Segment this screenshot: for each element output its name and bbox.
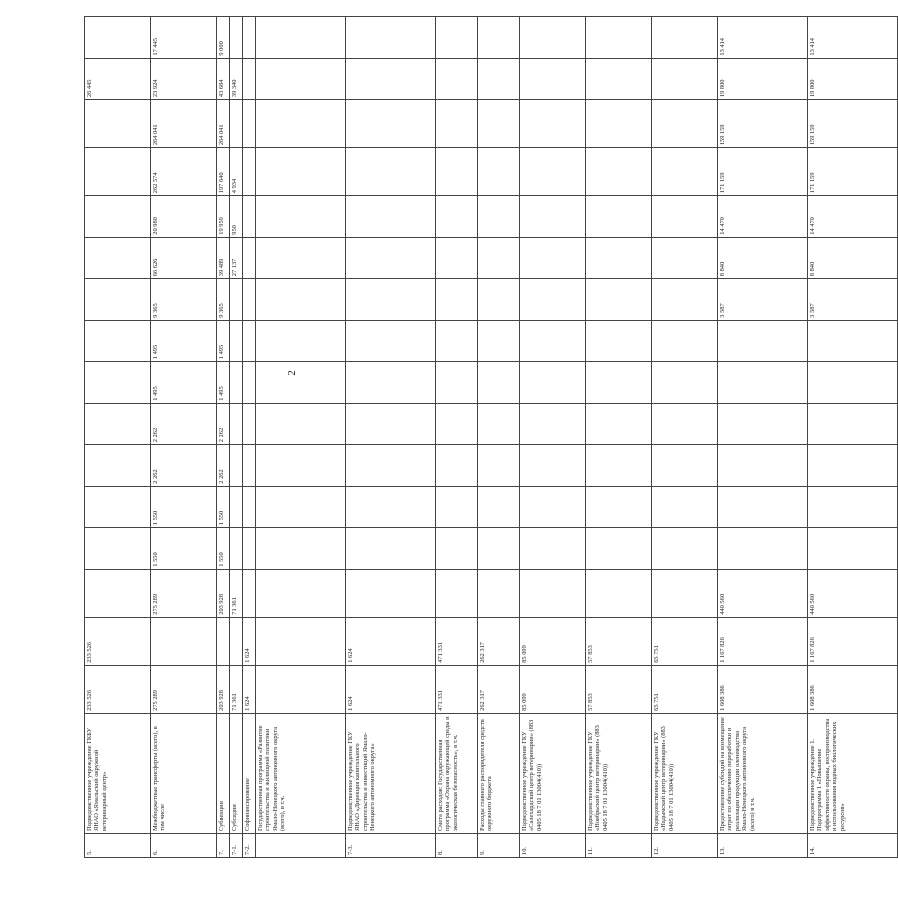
value-cell — [85, 100, 151, 148]
table-row — [243, 17, 256, 858]
row-name-cell: Расходы главного распорядителя средств окружного бюджета — [478, 713, 520, 833]
value-cell: 197 640 — [217, 148, 230, 196]
value-cell: 66 626 — [151, 237, 217, 279]
value-cell — [243, 403, 256, 445]
value-cell: 39 340 — [230, 58, 243, 100]
value-cell — [652, 58, 718, 100]
row-name-cell: Подведомственное учреждение ГКУ «Ноябрьский центр ветеринарии» (883 0405 18 7 01 13004(410)) — [586, 713, 652, 833]
value-cell — [256, 100, 346, 148]
row-name-cell: Софинансирование — [243, 713, 256, 833]
value-cell: 4 934 — [230, 148, 243, 196]
value-cell — [85, 528, 151, 570]
value-cell: 1 495 — [217, 320, 230, 362]
value-cell — [652, 237, 718, 279]
value-cell: 27 137 — [230, 237, 243, 279]
value-cell: 3 587 — [718, 279, 808, 321]
value-cell: 1 624 — [346, 617, 436, 665]
value-cell — [256, 403, 346, 445]
value-cell: 203 928 — [217, 665, 230, 713]
value-cell — [243, 148, 256, 196]
table-row — [230, 17, 243, 858]
value-cell — [652, 279, 718, 321]
value-cell: 262 574 — [151, 148, 217, 196]
value-cell: 1 495 — [151, 362, 217, 404]
value-cell — [478, 100, 520, 148]
value-cell: 1 167 826 — [718, 617, 808, 665]
value-cell — [256, 237, 346, 279]
value-cell — [652, 196, 718, 238]
value-cell — [586, 237, 652, 279]
value-cell: 1 167 826 — [808, 617, 898, 665]
value-cell — [718, 362, 808, 404]
value-cell: 20 980 — [151, 196, 217, 238]
row-name-cell: Межбюджетные трансферты (всего), в том числе — [151, 713, 217, 833]
rotated-table-container — [84, 16, 846, 858]
value-cell — [436, 320, 478, 362]
value-cell: 264 041 — [217, 100, 230, 148]
value-cell — [808, 445, 898, 487]
value-cell — [346, 58, 436, 100]
value-cell — [85, 279, 151, 321]
value-cell: 57 853 — [586, 665, 652, 713]
table-row — [808, 17, 898, 858]
value-cell — [256, 445, 346, 487]
value-cell — [652, 100, 718, 148]
value-cell: 262 317 — [478, 617, 520, 665]
value-cell — [520, 17, 586, 59]
value-cell — [346, 403, 436, 445]
value-cell: 19 959 — [217, 196, 230, 238]
row-name-cell: Субвенции — [217, 713, 230, 833]
value-cell — [230, 17, 243, 59]
value-cell — [520, 148, 586, 196]
value-cell: 171 159 — [808, 148, 898, 196]
value-cell: 264 041 — [151, 100, 217, 148]
value-cell: 950 — [230, 196, 243, 238]
value-cell: 440 560 — [718, 569, 808, 617]
value-cell: 262 317 — [478, 665, 520, 713]
value-cell — [478, 569, 520, 617]
value-cell — [652, 403, 718, 445]
value-cell — [256, 196, 346, 238]
value-cell — [151, 617, 217, 665]
value-cell — [520, 100, 586, 148]
value-cell — [436, 17, 478, 59]
value-cell — [586, 320, 652, 362]
value-cell — [478, 17, 520, 59]
value-cell: 275 289 — [151, 665, 217, 713]
value-cell — [346, 237, 436, 279]
row-number-cell: 9. — [478, 833, 520, 857]
value-cell — [652, 320, 718, 362]
value-cell — [478, 320, 520, 362]
row-name-cell: Подведомственное учреждение 1. Подпрограмма 1 «Повышение эффективности охраны, воспроизводства и использования водных биологических ресурсов» — [808, 713, 898, 833]
value-cell — [243, 58, 256, 100]
row-number-cell: 7-1. — [230, 833, 243, 857]
value-cell — [346, 148, 436, 196]
value-cell — [230, 320, 243, 362]
value-cell — [808, 362, 898, 404]
value-cell — [243, 445, 256, 487]
value-cell — [478, 58, 520, 100]
value-cell — [436, 362, 478, 404]
value-cell: 39 489 — [217, 237, 230, 279]
value-cell — [230, 528, 243, 570]
value-cell — [346, 528, 436, 570]
value-cell — [217, 617, 230, 665]
value-cell — [652, 362, 718, 404]
value-cell — [436, 58, 478, 100]
value-cell: 171 159 — [718, 148, 808, 196]
value-cell: 8 840 — [808, 237, 898, 279]
value-cell: 3 587 — [808, 279, 898, 321]
value-cell: 8 840 — [718, 237, 808, 279]
value-cell — [85, 445, 151, 487]
value-cell — [243, 17, 256, 59]
row-number-cell: 5. — [85, 833, 151, 857]
value-cell — [586, 528, 652, 570]
value-cell — [256, 569, 346, 617]
table-body — [85, 17, 898, 858]
table-row — [346, 17, 436, 858]
value-cell — [520, 528, 586, 570]
value-cell: 1 495 — [151, 320, 217, 362]
value-cell: 275 289 — [151, 569, 217, 617]
value-cell: 14 470 — [718, 196, 808, 238]
value-cell — [230, 486, 243, 528]
table-row — [151, 17, 217, 858]
value-cell: 19 800 — [808, 58, 898, 100]
value-cell — [243, 100, 256, 148]
value-cell — [718, 445, 808, 487]
value-cell: 13 414 — [718, 17, 808, 59]
value-cell: 203 928 — [217, 569, 230, 617]
value-cell — [256, 148, 346, 196]
value-cell — [520, 196, 586, 238]
row-name-cell: Субсидии — [230, 713, 243, 833]
value-cell — [256, 665, 346, 713]
row-number-cell — [256, 833, 346, 857]
value-cell — [586, 17, 652, 59]
row-name-cell: Подведомственное учреждение ГКБУ ЯНАО «Ямальский окружной ветеринарный центр» — [85, 713, 151, 833]
value-cell — [586, 362, 652, 404]
value-cell: 85 099 — [520, 617, 586, 665]
value-cell — [808, 403, 898, 445]
value-cell — [256, 320, 346, 362]
value-cell — [256, 486, 346, 528]
row-number-cell: 10. — [520, 833, 586, 857]
value-cell — [718, 528, 808, 570]
value-cell — [346, 362, 436, 404]
value-cell — [478, 528, 520, 570]
budget-table — [84, 16, 898, 858]
value-cell — [346, 320, 436, 362]
value-cell — [586, 279, 652, 321]
row-number-cell: 12. — [652, 833, 718, 857]
value-cell: 65 751 — [652, 665, 718, 713]
table-row — [586, 17, 652, 858]
row-number-cell: 11. — [586, 833, 652, 857]
row-number-cell: 7-3. — [346, 833, 436, 857]
table-row — [520, 17, 586, 858]
value-cell: 1 608 386 — [808, 665, 898, 713]
value-cell: 9 365 — [217, 279, 230, 321]
value-cell — [520, 569, 586, 617]
value-cell — [586, 445, 652, 487]
value-cell: 471 331 — [436, 665, 478, 713]
value-cell — [243, 569, 256, 617]
value-cell: 1 550 — [217, 528, 230, 570]
value-cell — [85, 148, 151, 196]
value-cell — [243, 237, 256, 279]
value-cell — [652, 148, 718, 196]
value-cell — [85, 17, 151, 59]
value-cell: 2 262 — [217, 403, 230, 445]
value-cell — [85, 237, 151, 279]
value-cell — [436, 569, 478, 617]
value-cell — [243, 528, 256, 570]
value-cell — [256, 617, 346, 665]
value-cell: 159 159 — [718, 100, 808, 148]
value-cell: 471 331 — [436, 617, 478, 665]
value-cell — [346, 196, 436, 238]
value-cell — [586, 403, 652, 445]
value-cell — [85, 362, 151, 404]
table-row — [478, 17, 520, 858]
value-cell — [256, 362, 346, 404]
value-cell — [652, 17, 718, 59]
value-cell — [230, 403, 243, 445]
value-cell: 233 526 — [85, 665, 151, 713]
value-cell: 1 495 — [217, 362, 230, 404]
value-cell — [243, 320, 256, 362]
value-cell: 17 445 — [151, 17, 217, 59]
value-cell — [436, 100, 478, 148]
value-cell — [478, 237, 520, 279]
value-cell — [436, 237, 478, 279]
value-cell — [256, 279, 346, 321]
value-cell — [520, 362, 586, 404]
value-cell: 2 262 — [217, 445, 230, 487]
row-name-cell: Подведомственное учреждение ГКУ «Салехардский центр ветеринарии» (883 0405 18 7 01 13004(410)) — [520, 713, 586, 833]
value-cell — [243, 196, 256, 238]
value-cell — [436, 445, 478, 487]
value-cell — [586, 148, 652, 196]
value-cell — [230, 617, 243, 665]
value-cell — [520, 403, 586, 445]
value-cell — [346, 279, 436, 321]
value-cell — [718, 403, 808, 445]
value-cell: 26 445 — [85, 58, 151, 100]
value-cell — [346, 445, 436, 487]
value-cell: 19 800 — [718, 58, 808, 100]
value-cell: 23 924 — [151, 58, 217, 100]
value-cell — [230, 100, 243, 148]
table-row — [85, 17, 151, 858]
value-cell — [586, 58, 652, 100]
value-cell — [230, 279, 243, 321]
value-cell — [520, 445, 586, 487]
value-cell — [436, 403, 478, 445]
value-cell: 1 624 — [243, 665, 256, 713]
value-cell — [520, 320, 586, 362]
value-cell: 1 624 — [243, 617, 256, 665]
value-cell — [808, 486, 898, 528]
value-cell — [436, 486, 478, 528]
value-cell — [586, 100, 652, 148]
value-cell — [652, 486, 718, 528]
value-cell — [652, 445, 718, 487]
value-cell: 233 526 — [85, 617, 151, 665]
value-cell — [586, 196, 652, 238]
value-cell — [718, 486, 808, 528]
table-row — [718, 17, 808, 858]
table-row — [256, 17, 346, 858]
value-cell — [436, 148, 478, 196]
value-cell — [718, 320, 808, 362]
value-cell: 14 470 — [808, 196, 898, 238]
row-number-cell: 14. — [808, 833, 898, 857]
value-cell — [85, 196, 151, 238]
value-cell — [652, 569, 718, 617]
table-row — [217, 17, 230, 858]
table-row — [652, 17, 718, 858]
value-cell: 43 684 — [217, 58, 230, 100]
value-cell — [346, 100, 436, 148]
value-cell — [478, 196, 520, 238]
value-cell — [808, 528, 898, 570]
value-cell: 2 262 — [151, 445, 217, 487]
value-cell — [436, 528, 478, 570]
value-cell — [346, 569, 436, 617]
value-cell — [586, 486, 652, 528]
value-cell — [652, 528, 718, 570]
value-cell: 1 550 — [151, 528, 217, 570]
value-cell — [520, 279, 586, 321]
row-number-cell: 7. — [217, 833, 230, 857]
value-cell — [520, 237, 586, 279]
value-cell — [256, 17, 346, 59]
value-cell: 9 365 — [151, 279, 217, 321]
row-number-cell: 7-2. — [243, 833, 256, 857]
value-cell: 2 262 — [151, 403, 217, 445]
value-cell: 159 159 — [808, 100, 898, 148]
value-cell — [346, 17, 436, 59]
value-cell — [230, 445, 243, 487]
value-cell — [478, 445, 520, 487]
value-cell — [520, 486, 586, 528]
value-cell: 57 853 — [586, 617, 652, 665]
row-name-cell: Подведомственное учреждение ГКУ «Надымский центр ветеринарии» (883 0405 18 7 01 13004(410)) — [652, 713, 718, 833]
value-cell — [85, 569, 151, 617]
row-number-cell: 8. — [436, 833, 478, 857]
value-cell — [436, 279, 478, 321]
row-name-cell: Государственная программа «Развитие строительства и жилищной политики Ямало-Ненецкого автономного округа (всего), в т.ч. — [256, 713, 346, 833]
row-name-cell: Подведомственное учреждение ГКУ ЯНАО «Дирекция капитального строительства и инвестиций Ямало-Ненецкого автономного округа» — [346, 713, 436, 833]
value-cell — [478, 362, 520, 404]
value-cell: 1 550 — [217, 486, 230, 528]
value-cell — [230, 362, 243, 404]
value-cell: 65 751 — [652, 617, 718, 665]
value-cell: 85 099 — [520, 665, 586, 713]
value-cell: 1 608 386 — [718, 665, 808, 713]
value-cell: 9 000 — [217, 17, 230, 59]
value-cell: 1 624 — [346, 665, 436, 713]
value-cell — [478, 279, 520, 321]
value-cell — [478, 486, 520, 528]
value-cell — [586, 569, 652, 617]
row-name-cell: Предоставление субсидий на возмещение затрат по обеспечению переработки и реализации продукции оленеводства Ямало-Ненецкого автономного округа (всего) в т.ч. — [718, 713, 808, 833]
table-row — [436, 17, 478, 858]
value-cell — [243, 486, 256, 528]
page-number: 2 — [285, 370, 298, 376]
value-cell — [85, 320, 151, 362]
value-cell — [808, 320, 898, 362]
value-cell: 440 560 — [808, 569, 898, 617]
row-number-cell: 6. — [151, 833, 217, 857]
value-cell — [346, 486, 436, 528]
value-cell — [243, 362, 256, 404]
value-cell: 71 361 — [230, 665, 243, 713]
row-number-cell: 13. — [718, 833, 808, 857]
value-cell — [85, 403, 151, 445]
value-cell — [85, 486, 151, 528]
value-cell: 13 414 — [808, 17, 898, 59]
value-cell — [478, 148, 520, 196]
value-cell — [436, 196, 478, 238]
value-cell — [256, 58, 346, 100]
value-cell: 71 361 — [230, 569, 243, 617]
value-cell — [243, 279, 256, 321]
row-name-cell: Смета расходов: Государственная программа «Охрана окружающей среды и экологическая безопасность», в т.ч. — [436, 713, 478, 833]
value-cell — [478, 403, 520, 445]
value-cell — [256, 528, 346, 570]
value-cell: 1 550 — [151, 486, 217, 528]
value-cell — [520, 58, 586, 100]
